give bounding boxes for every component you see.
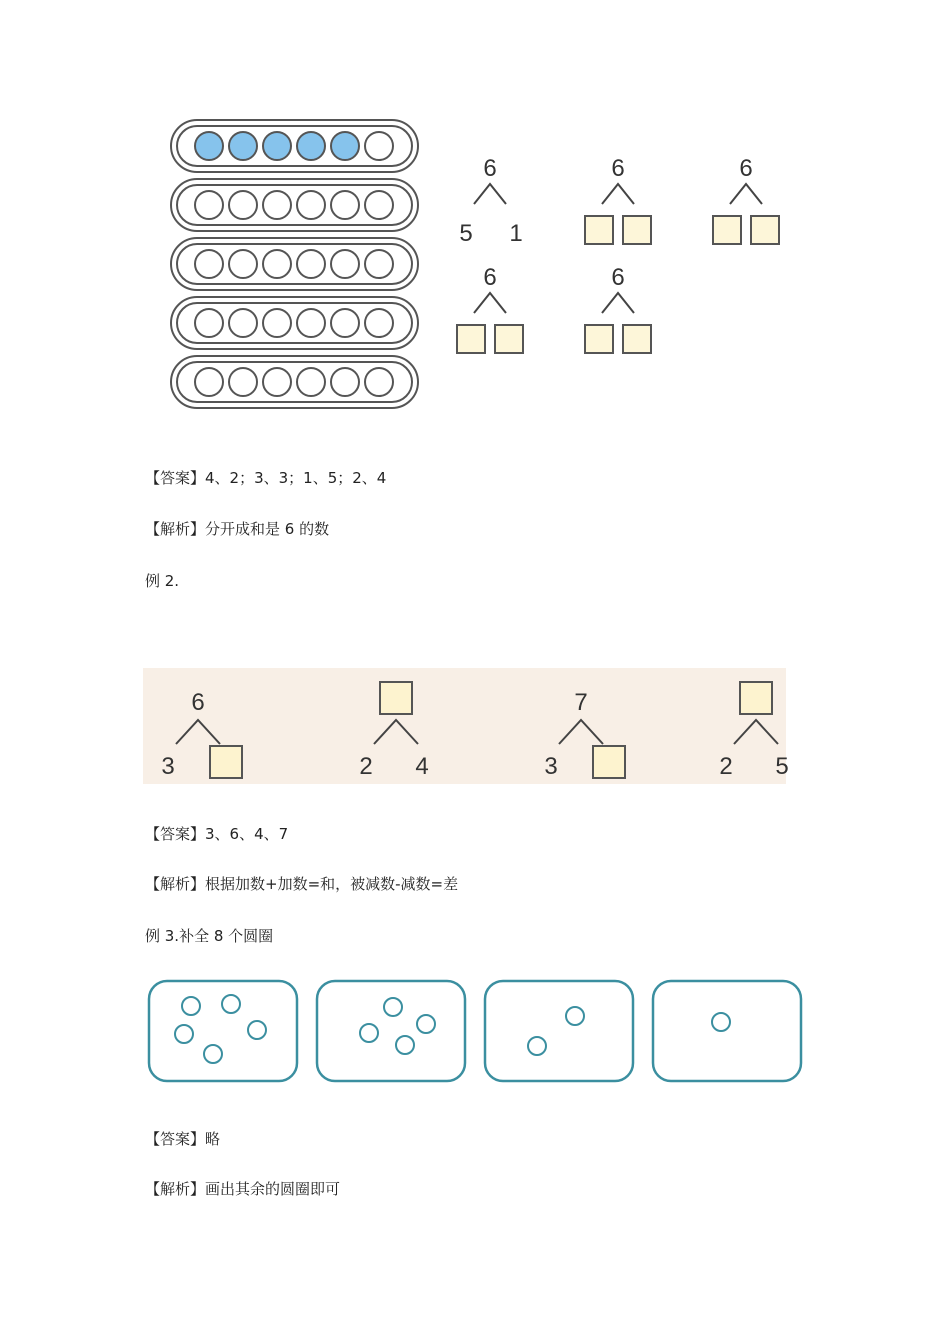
panel-frame — [317, 981, 465, 1081]
empty-counter — [229, 309, 257, 337]
answer-box-right — [623, 325, 651, 353]
filled-counter — [297, 132, 325, 160]
empty-counter — [263, 368, 291, 396]
answer-box-left — [585, 216, 613, 244]
bond-branches — [730, 184, 762, 204]
bond-top-number: 6 — [191, 689, 205, 716]
empty-counter — [195, 309, 223, 337]
drawn-circle — [360, 1024, 378, 1042]
bond-left-number: 2 — [719, 753, 733, 780]
empty-counter — [365, 368, 393, 396]
empty-counter — [263, 191, 291, 219]
answer-box-left — [457, 325, 485, 353]
bond-left-number: 3 — [544, 753, 558, 780]
answer-box-right — [210, 746, 242, 778]
answer-box-right — [593, 746, 625, 778]
counter-row — [171, 356, 418, 408]
empty-counter — [365, 309, 393, 337]
empty-counter — [263, 309, 291, 337]
circle-panel — [149, 981, 297, 1081]
bond-left-number: 2 — [359, 753, 373, 780]
circle-panel — [485, 981, 633, 1081]
drawn-circle — [175, 1025, 193, 1043]
empty-counter — [195, 250, 223, 278]
empty-counter — [331, 309, 359, 337]
bond-top-number: 6 — [611, 155, 625, 182]
answer-box-right — [751, 216, 779, 244]
example-3-label: 例 3.补全 8 个圆圈 — [145, 927, 274, 945]
counter-row — [171, 297, 418, 349]
answer-3: 【答案】略 — [145, 1130, 221, 1148]
answer-box-top — [380, 682, 412, 714]
bond-top-number: 6 — [483, 264, 497, 291]
bond-top-number: 6 — [611, 264, 625, 291]
bond-branches — [602, 184, 634, 204]
bond-top-number: 6 — [483, 155, 497, 182]
circle-panel — [653, 981, 801, 1081]
number-bond — [713, 155, 779, 244]
answer-1: 【答案】4、2；3、3；1、5；2、4 — [145, 469, 387, 487]
number-bond — [457, 264, 523, 353]
drawn-circle — [712, 1013, 730, 1031]
empty-counter — [365, 191, 393, 219]
filled-counter — [195, 132, 223, 160]
counter-row — [171, 238, 418, 290]
number-bond — [585, 264, 651, 353]
circle-panel — [317, 981, 465, 1081]
analysis-3: 【解析】画出其余的圆圈即可 — [145, 1180, 341, 1198]
bond-top-number: 6 — [739, 155, 753, 182]
counter-row — [171, 179, 418, 231]
counter-row — [171, 120, 418, 172]
empty-counter — [365, 132, 393, 160]
empty-counter — [331, 191, 359, 219]
bond-right-number: 4 — [415, 753, 429, 780]
drawn-circle — [204, 1045, 222, 1063]
empty-counter — [297, 309, 325, 337]
empty-counter — [365, 250, 393, 278]
drawn-circle — [528, 1037, 546, 1055]
answer-box-left — [585, 325, 613, 353]
empty-counter — [297, 368, 325, 396]
bond-left-number: 3 — [161, 753, 175, 780]
empty-counter — [229, 250, 257, 278]
bond-right-number: 5 — [775, 753, 789, 780]
panel-frame — [149, 981, 297, 1081]
bond-top-number: 7 — [574, 689, 588, 716]
number-bond — [585, 155, 651, 244]
drawn-circle — [384, 998, 402, 1016]
drawn-circle — [396, 1036, 414, 1054]
answer-box-left — [713, 216, 741, 244]
empty-counter — [297, 191, 325, 219]
empty-counter — [331, 250, 359, 278]
drawn-circle — [566, 1007, 584, 1025]
drawn-circle — [248, 1021, 266, 1039]
empty-counter — [331, 368, 359, 396]
answer-box-top — [740, 682, 772, 714]
bond-branches — [474, 184, 506, 204]
empty-counter — [263, 250, 291, 278]
bond-branches — [602, 293, 634, 313]
empty-counter — [229, 191, 257, 219]
number-bond — [459, 155, 522, 247]
filled-counter — [229, 132, 257, 160]
drawn-circle — [182, 997, 200, 1015]
figure-number-bonds-strip — [143, 668, 789, 784]
answer-2: 【答案】3、6、4、7 — [145, 825, 289, 843]
bond-right-number: 1 — [509, 220, 523, 247]
analysis-1: 【解析】分开成和是 6 的数 — [145, 520, 330, 538]
bond-branches — [474, 293, 506, 313]
empty-counter — [195, 191, 223, 219]
example-2-label: 例 2. — [145, 572, 180, 590]
answer-box-right — [623, 216, 651, 244]
analysis-2: 【解析】根据加数+加数=和，被减数-减数=差 — [145, 875, 459, 893]
drawn-circle — [222, 995, 240, 1013]
figure-circle-panels — [143, 976, 808, 1086]
filled-counter — [263, 132, 291, 160]
panel-frame — [653, 981, 801, 1081]
figure-number-bonds-6 — [160, 110, 810, 420]
empty-counter — [195, 368, 223, 396]
empty-counter — [297, 250, 325, 278]
drawn-circle — [417, 1015, 435, 1033]
empty-counter — [229, 368, 257, 396]
bond-left-number: 5 — [459, 220, 473, 247]
filled-counter — [331, 132, 359, 160]
panel-frame — [485, 981, 633, 1081]
answer-box-right — [495, 325, 523, 353]
